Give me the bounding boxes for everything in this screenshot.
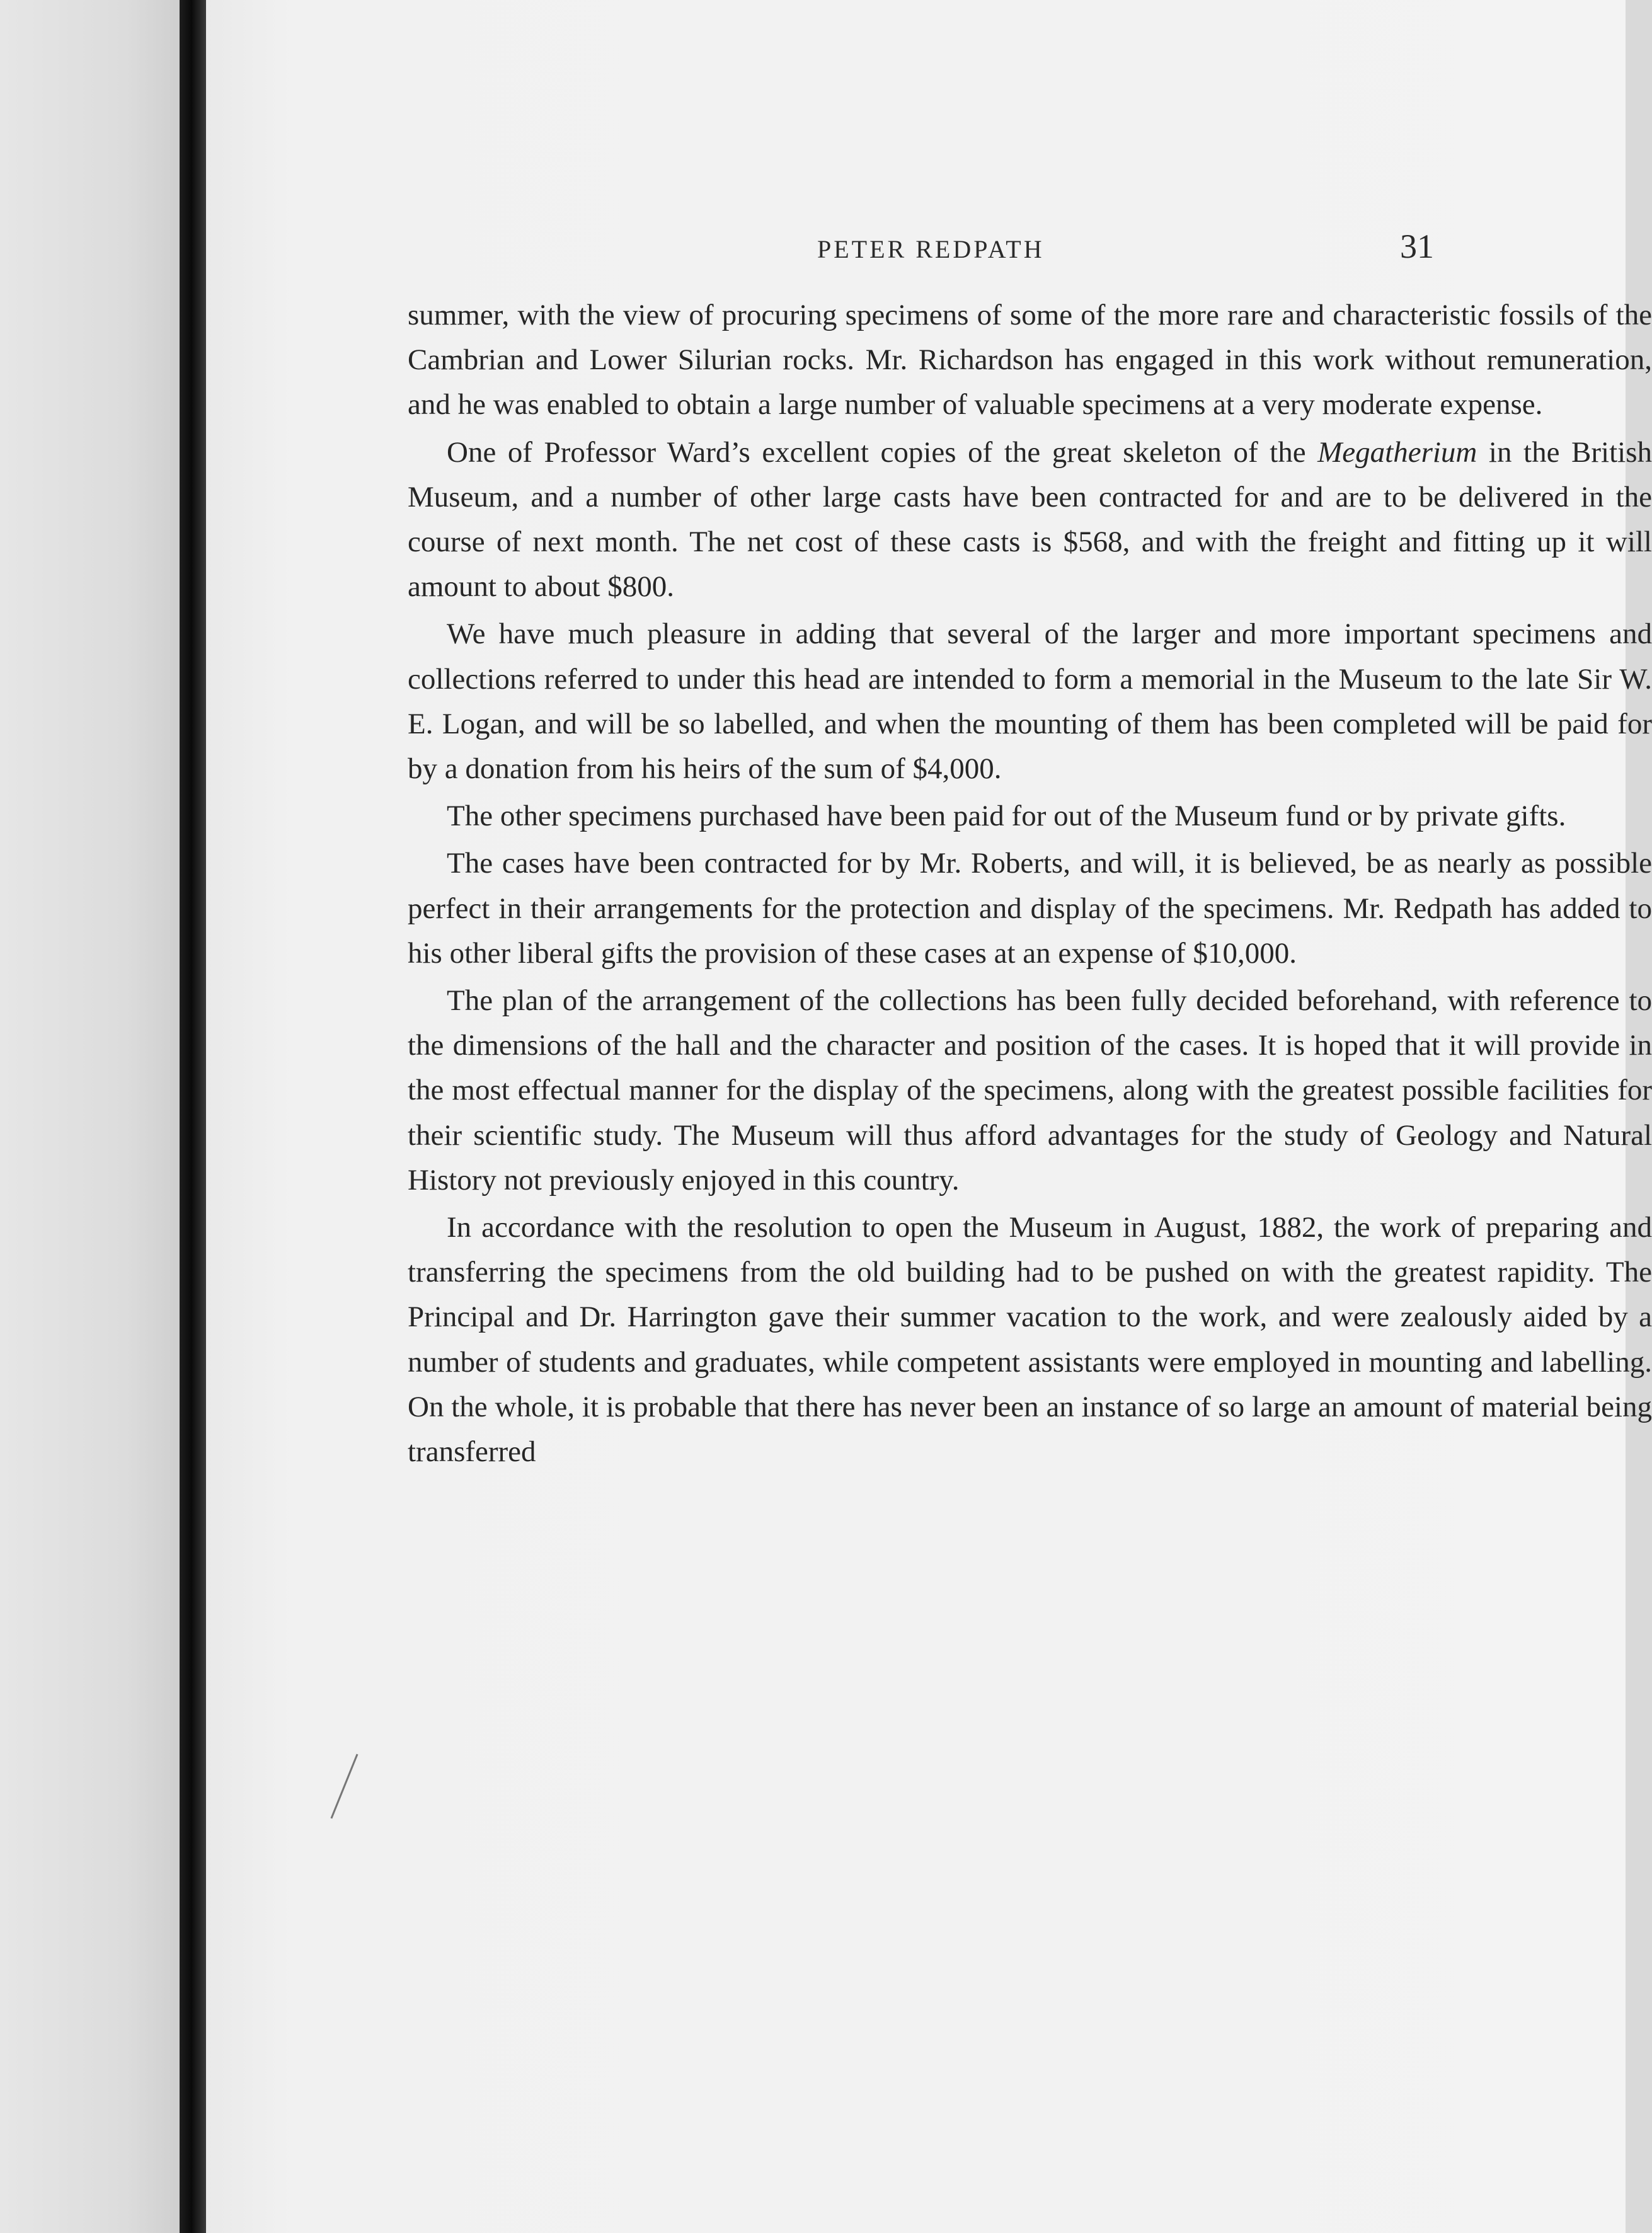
paragraph-text: in the British Museum, and a number of other large casts have been contracted for and are to be delivered in the course of next month. The net cost of these casts is $568, and with the freight and fitting up it will amount to about $800. xyxy=(408,435,1652,604)
paragraph xyxy=(408,794,1652,839)
page-number: 31 xyxy=(1400,227,1434,265)
paragraph-text: The other specimens purchased have been paid for out of the Museum fund or by private gifts. xyxy=(447,800,1566,833)
book-page xyxy=(206,0,1652,2233)
italic-species-name: Megatherium xyxy=(1317,435,1477,469)
paragraph xyxy=(408,430,1652,610)
book-gutter xyxy=(180,0,206,2233)
paragraph-text: In accordance with the resolution to open the Museum in August, 1882, the work of preparing and transferring the specimens from the old building had to be pushed on with the greatest rapidity. The Principal and Dr. Harrington gave their summer vacation to the work, and were zealously aided by a number of students and graduates, while competent assistants were employed in mounting and labelling. On the whole, it is probable that there has never been an instance of so large an amount of material being transferred xyxy=(408,1211,1652,1469)
paragraph xyxy=(408,612,1652,791)
paragraph-text: The plan of the arrangement of the collections has been fully decided beforehand, with reference to the dimensions of the hall and the character and position of the cases. It is hoped that it will provide in the most effectual manner for the display of the specimens, along with the greatest possible facilities for their scientific study. The Museum will thus afford advantages for the study of Geology and Natural History not previously enjoyed in this country. xyxy=(408,984,1652,1197)
paragraph xyxy=(408,293,1652,428)
paragraph-text: summer, with the view of procuring specimens of some of the more rare and characteristic fossils of the Cambrian and Lower Silurian rocks. Mr. Richardson has engaged in this work without remuneration, and he was enabled to obtain a large number of valuable specimens at a very moderate expense. xyxy=(408,299,1652,422)
paragraph-text: The cases have been contracted for by Mr. Roberts, and will, it is believed, be as nearly as possible perfect in their arrangements for the protection and display of the specimens. Mr. Redpath has added to his other liberal gifts the provision of these cases at an expense of $10,000. xyxy=(408,847,1652,970)
facing-page-edge xyxy=(0,0,180,2233)
paragraph-text: We have much pleasure in adding that several of the larger and more important specimens and collections referred to under this head are intended to form a memorial in the Museum to the late Sir W. E. Logan, and will be so labelled, and when the mounting of them has been completed will be paid for by a donation from his heirs of the sum of $4,000. xyxy=(408,617,1652,786)
running-title: PETER REDPATH xyxy=(817,235,1045,263)
paragraph xyxy=(408,841,1652,976)
running-head xyxy=(206,227,1626,271)
paragraph xyxy=(408,979,1652,1203)
paragraph-text: One of Professor Ward’s excellent copies of the great skeleton of the xyxy=(447,435,1318,469)
paragraph xyxy=(408,1205,1652,1474)
body-text xyxy=(408,293,1652,1477)
